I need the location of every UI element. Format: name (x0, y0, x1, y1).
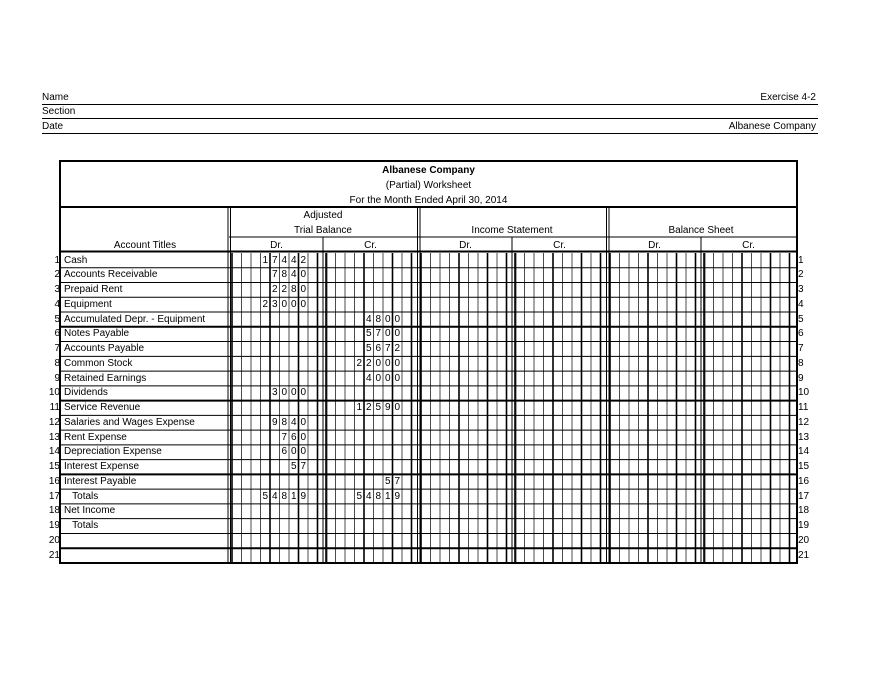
tb-credit-digit: 2 (356, 357, 363, 369)
tb-credit-digit: 0 (394, 313, 401, 325)
row-number-right: 11 (798, 402, 809, 414)
tb-credit-digit: 0 (394, 402, 401, 414)
account-title: Prepaid Rent (64, 284, 123, 296)
row-number-left: 14 (48, 446, 60, 458)
tb-header-line1: Adjusted (303, 210, 343, 221)
tb-credit-digit: 2 (365, 402, 372, 414)
tb-credit-digit: 2 (394, 343, 401, 355)
row-number-left: 12 (48, 416, 60, 428)
tb-debit-digit: 7 (271, 254, 278, 266)
worksheet-period: For the Month Ended April 30, 2014 (349, 195, 508, 206)
account-title: Common Stock (64, 357, 133, 369)
tb-credit-digit: 5 (384, 475, 391, 487)
tb-credit-digit: 5 (365, 328, 372, 340)
row-number-left: 4 (54, 298, 60, 310)
worksheet-subtitle: (Partial) Worksheet (385, 180, 472, 191)
tb-debit-digit: 9 (300, 490, 307, 502)
row-number-left: 6 (54, 328, 60, 340)
tb-debit-digit: 0 (300, 446, 307, 458)
tb-debit-digit: 0 (290, 298, 297, 310)
worksheet (59, 160, 798, 564)
row-number-right: 18 (798, 505, 810, 517)
tb-credit-digit: 0 (394, 328, 401, 340)
account-title: Accounts Payable (64, 343, 145, 355)
account-title: Service Revenue (64, 402, 141, 414)
row-number-left: 9 (54, 372, 60, 384)
company-right-label: Albanese Company (728, 121, 816, 132)
row-number-left: 7 (54, 343, 60, 355)
tb-debit-digit: 9 (271, 416, 278, 428)
row-number-left: 19 (48, 520, 60, 532)
tb-debit-digit: 4 (290, 416, 297, 428)
tb-credit-digit: 9 (384, 402, 391, 414)
tb-debit-digit: 2 (300, 254, 307, 266)
exercise-label: Exercise 4-2 (760, 92, 816, 103)
row-number-right: 13 (798, 431, 810, 443)
row-number-left: 18 (48, 505, 60, 517)
tb-debit-digit: 0 (281, 387, 288, 399)
row-number-right: 3 (798, 284, 804, 296)
tb-credit-digit: 0 (394, 372, 401, 384)
tb-credit-digit: 4 (365, 372, 372, 384)
tb-dr-header: Dr. (270, 240, 283, 251)
account-title: Cash (64, 254, 88, 266)
account-title: Dividends (64, 387, 108, 399)
tb-credit-digit: 7 (384, 343, 391, 355)
tb-credit-digit: 0 (384, 357, 391, 369)
tb-credit-digit: 7 (375, 328, 382, 340)
tb-debit-digit: 0 (300, 416, 307, 428)
account-title: Notes Payable (64, 328, 130, 340)
row-number-right: 20 (798, 534, 810, 546)
account-title: Salaries and Wages Expense (64, 416, 195, 428)
tb-debit-digit: 0 (300, 387, 307, 399)
tb-debit-digit: 4 (271, 490, 278, 502)
tb-credit-digit: 9 (394, 490, 401, 502)
tb-debit-digit: 5 (290, 461, 297, 473)
tb-debit-digit: 0 (300, 269, 307, 281)
row-number-left: 2 (54, 269, 60, 281)
account-title: Totals (64, 520, 99, 532)
row-number-right: 16 (798, 475, 810, 487)
row-number-right: 1 (798, 254, 804, 266)
tb-credit-digit: 2 (365, 357, 372, 369)
row-number-right: 2 (798, 269, 804, 281)
tb-debit-digit: 0 (281, 298, 288, 310)
bs-cr-header: Cr. (742, 240, 755, 251)
tb-debit-digit: 7 (300, 461, 307, 473)
tb-debit-digit: 0 (300, 284, 307, 296)
tb-debit-digit: 1 (262, 254, 269, 266)
tb-credit-digit: 0 (384, 328, 391, 340)
account-titles-header: Account Titles (113, 240, 177, 251)
row-number-left: 10 (48, 387, 60, 399)
row-number-right: 4 (798, 298, 804, 310)
tb-debit-digit: 8 (290, 284, 297, 296)
tb-debit-digit: 2 (271, 284, 278, 296)
row-number-left: 16 (48, 475, 60, 487)
tb-debit-digit: 8 (281, 416, 288, 428)
tb-credit-digit: 4 (365, 313, 372, 325)
tb-credit-digit: 5 (375, 402, 382, 414)
account-title: Rent Expense (64, 431, 127, 443)
tb-credit-digit: 6 (375, 343, 382, 355)
tb-credit-digit: 7 (394, 475, 401, 487)
row-number-right: 12 (798, 416, 810, 428)
worksheet-company: Albanese Company (382, 165, 475, 176)
account-title: Interest Expense (64, 461, 140, 473)
tb-credit-digit: 8 (375, 313, 382, 325)
account-title: Accumulated Depr. - Equipment (64, 313, 206, 325)
tb-debit-digit: 0 (300, 431, 307, 443)
row-number-right: 15 (798, 461, 810, 473)
bs-dr-header: Dr. (648, 240, 661, 251)
tb-debit-digit: 0 (300, 298, 307, 310)
row-number-right: 9 (798, 372, 804, 384)
row-number-left: 1 (54, 254, 60, 266)
row-number-right: 7 (798, 343, 804, 355)
date-label: Date (42, 121, 64, 132)
tb-debit-digit: 4 (281, 254, 288, 266)
tb-credit-digit: 0 (384, 372, 391, 384)
account-title: Retained Earnings (64, 372, 147, 384)
tb-debit-digit: 7 (271, 269, 278, 281)
tb-debit-digit: 6 (290, 431, 297, 443)
tb-debit-digit: 2 (281, 284, 288, 296)
tb-credit-digit: 4 (365, 490, 372, 502)
row-number-right: 8 (798, 357, 804, 369)
is-header: Income Statement (471, 225, 553, 236)
worksheet-grid (61, 162, 796, 562)
row-number-left: 21 (48, 549, 60, 561)
tb-credit-digit: 0 (394, 357, 401, 369)
bs-header: Balance Sheet (668, 225, 734, 236)
row-number-left: 5 (54, 313, 60, 325)
row-number-right: 14 (798, 446, 810, 458)
account-title: Net Income (64, 505, 116, 517)
tb-debit-digit: 5 (262, 490, 269, 502)
row-number-right: 21 (798, 549, 810, 561)
tb-debit-digit: 4 (290, 254, 297, 266)
tb-cr-header: Cr. (364, 240, 377, 251)
date-line[interactable] (42, 119, 818, 134)
section-line[interactable] (42, 104, 818, 119)
account-title: Accounts Receivable (64, 269, 158, 281)
tb-credit-digit: 8 (375, 490, 382, 502)
row-number-left: 15 (48, 461, 60, 473)
row-number-left: 17 (48, 490, 60, 502)
tb-debit-digit: 0 (290, 387, 297, 399)
tb-credit-digit: 0 (384, 313, 391, 325)
row-number-right: 5 (798, 313, 804, 325)
tb-debit-digit: 2 (262, 298, 269, 310)
account-title: Equipment (64, 298, 112, 310)
tb-debit-digit: 0 (290, 446, 297, 458)
row-number-left: 3 (54, 284, 60, 296)
tb-debit-digit: 3 (271, 387, 278, 399)
account-title: Depreciation Expense (64, 446, 162, 458)
row-number-right: 6 (798, 328, 804, 340)
is-dr-header: Dr. (459, 240, 472, 251)
tb-debit-digit: 8 (281, 490, 288, 502)
tb-credit-digit: 1 (384, 490, 391, 502)
section-label: Section (42, 106, 76, 117)
tb-debit-digit: 1 (290, 490, 297, 502)
row-number-right: 19 (798, 520, 810, 532)
row-number-right: 17 (798, 490, 810, 502)
tb-credit-digit: 0 (375, 357, 382, 369)
name-line[interactable] (42, 90, 818, 105)
row-number-left: 13 (48, 431, 60, 443)
tb-debit-digit: 4 (290, 269, 297, 281)
row-number-left: 11 (49, 402, 60, 414)
tb-debit-digit: 7 (281, 431, 288, 443)
tb-debit-digit: 6 (281, 446, 288, 458)
tb-header-line2: Trial Balance (294, 225, 352, 236)
tb-credit-digit: 1 (356, 402, 363, 414)
name-label: Name (42, 92, 69, 103)
row-number-right: 10 (798, 387, 810, 399)
account-title: Interest Payable (64, 475, 137, 487)
tb-debit-digit: 8 (281, 269, 288, 281)
row-number-left: 8 (54, 357, 60, 369)
tb-credit-digit: 5 (365, 343, 372, 355)
tb-credit-digit: 5 (356, 490, 363, 502)
tb-debit-digit: 3 (271, 298, 278, 310)
tb-credit-digit: 0 (375, 372, 382, 384)
is-cr-header: Cr. (553, 240, 566, 251)
account-title: Totals (64, 490, 99, 502)
row-number-left: 20 (48, 534, 60, 546)
